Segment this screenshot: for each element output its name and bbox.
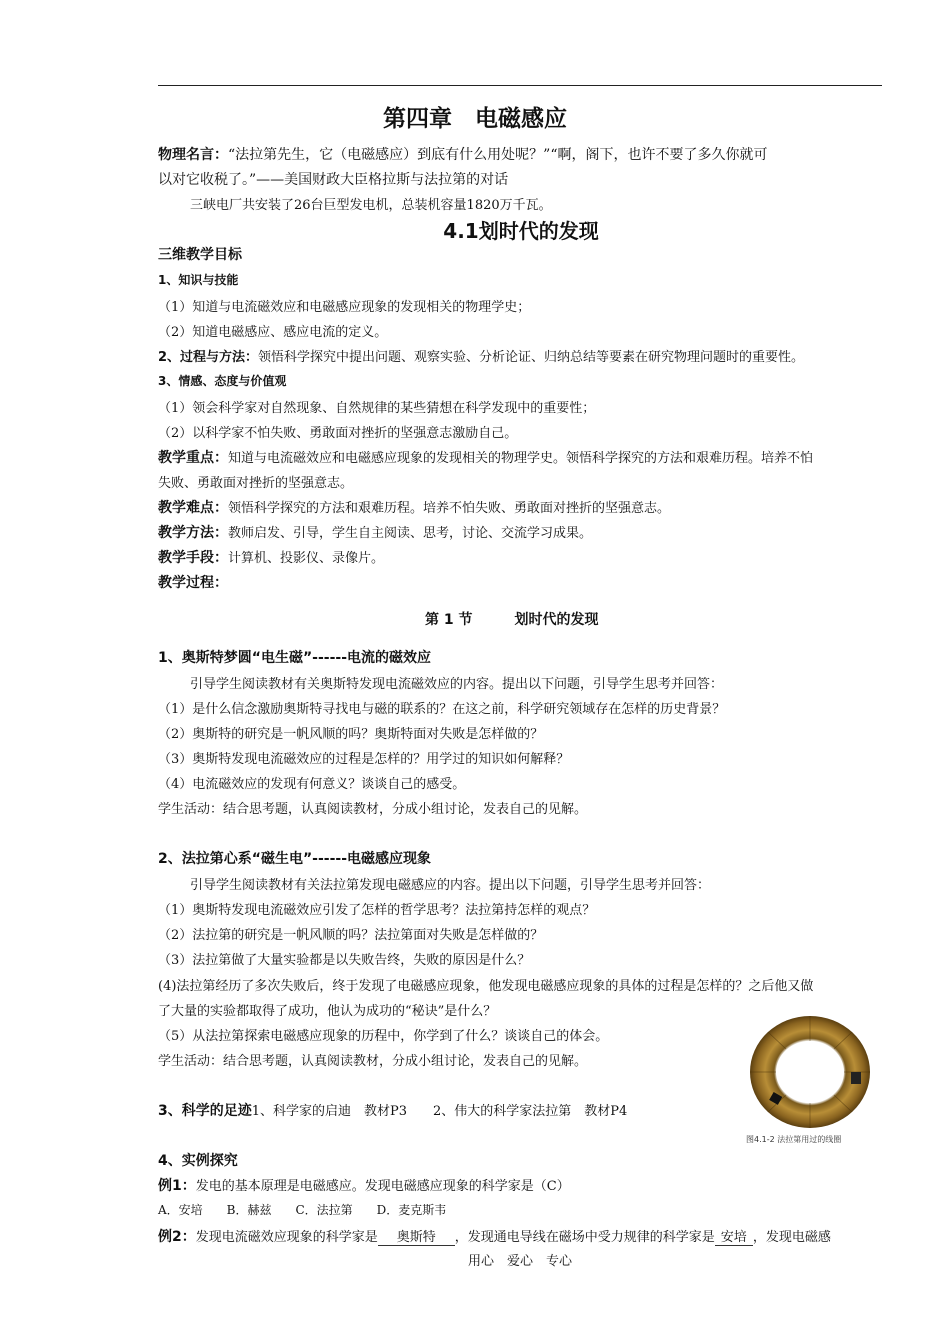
header-rule: [158, 85, 882, 86]
lesson-title: 4.1划时代的发现: [443, 219, 599, 243]
part2-question-4a: (4)法拉第经历了多次失败后，终于发现了电磁感应现象，他发现电磁感应现象的具体的过程是怎样的？之后他又做: [158, 979, 814, 994]
part1-question-3: （3）奥斯特发现电流磁效应的过程是怎样的？用学过的知识如何解释？: [158, 752, 570, 767]
answer-blank-1: 奥斯特: [378, 1226, 455, 1246]
part2-question-5: （5）从法拉第探索电磁感应现象的历程中，你学到了什么？谈谈自己的体会。: [158, 1029, 609, 1044]
example-2: 例2：发现电流磁效应现象的科学家是 奥斯特 ，发现通电导线在磁场中受力规律的科学家是 安培 ，发现电磁感: [158, 1226, 831, 1246]
quote-line-2: 以对它收税了。”——美国财政大臣格拉斯与法拉第的对话: [158, 172, 509, 188]
quote-line-1: 物理名言：“法拉第先生，它（电磁感应）到底有什么用处呢？”“啊，阁下，也许不要了多久你就可: [158, 147, 768, 163]
part1-intro: 引导学生阅读教材有关奥斯特发现电流磁效应的内容。提出以下问题，引导学生思考并回答：: [190, 677, 724, 692]
focus-line-2: 失败、勇敢面对挫折的坚强意志。: [158, 476, 354, 491]
part3-line: 3、科学的足迹1、科学家的启迪 教材P3 2、伟大的科学家法拉第 教材P4: [158, 1103, 628, 1119]
chapter-title: 第四章 电磁感应: [383, 106, 567, 132]
knowledge-item-1: （1）知道与电流磁效应和电磁感应现象的发现相关的物理学史；: [158, 300, 531, 315]
process-objective: 2、过程与方法：领悟科学探究中提出问题、观察实验、分析论证、归纳总结等要素在研究物理问题时的重要性。: [158, 350, 805, 365]
difficulty: 教学难点：领悟科学探究的方法和艰难历程。培养不怕失败、勇敢面对挫折的坚强意志。: [158, 500, 671, 516]
emotion-item-1: （1）领会科学家对自然现象、自然规律的某些猜想在科学发现中的重要性；: [158, 401, 596, 416]
part1-question-2: （2）奥斯特的研究是一帆风顺的吗？奥斯特面对失败是怎样做的？: [158, 727, 544, 742]
emotion-heading: 3、情感、态度与价值观: [158, 374, 287, 388]
part2-question-1: （1）奥斯特发现电流磁效应引发了怎样的哲学思考？法拉第持怎样的观点？: [158, 903, 596, 918]
part1-question-1: （1）是什么信念激励奥斯特寻找电与磁的联系的？在这之前，科学研究领域存在怎样的历史背景？: [158, 702, 726, 717]
process-heading: 教学过程：: [158, 575, 228, 591]
part2-activity: 学生活动：结合思考题，认真阅读教材，分成小组讨论，发表自己的见解。: [158, 1054, 588, 1069]
part1-heading: 1、奥斯特梦圆“电生磁”------电流的磁效应: [158, 650, 432, 666]
part2-question-2: （2）法拉第的研究是一帆风顺的吗？法拉第面对失败是怎样做的？: [158, 928, 544, 943]
objectives-heading: 三维教学目标: [158, 247, 242, 263]
section-title: 第 1 节 划时代的发现: [425, 612, 599, 628]
figure-caption: 图4.1-2 法拉第用过的线圈: [746, 1135, 842, 1144]
emotion-item-2: （2）以科学家不怕失败、勇敢面对挫折的坚强意志激励自己。: [158, 426, 518, 441]
example-1-options: A．安培 B．赫兹 C．法拉第 D．麦克斯韦: [158, 1203, 447, 1217]
part2-heading: 2、法拉第心系“磁生电”------电磁感应现象: [158, 851, 432, 867]
part1-activity: 学生活动：结合思考题，认真阅读教材，分成小组讨论，发表自己的见解。: [158, 802, 588, 817]
quote-label: 物理名言：: [158, 147, 228, 163]
tools: 教学手段：计算机、投影仪、录像片。: [158, 550, 385, 566]
knowledge-heading: 1、知识与技能: [158, 273, 239, 287]
footer: 用心 爱心 专心: [467, 1254, 572, 1269]
plant-note: 三峡电厂共安装了26台巨型发电机，总装机容量1820万千瓦。: [190, 198, 552, 213]
knowledge-item-2: （2）知道电磁感应、感应电流的定义。: [158, 325, 388, 340]
coil-photo: [745, 1010, 875, 1145]
part2-intro: 引导学生阅读教材有关法拉第发现电磁感应的内容。提出以下问题，引导学生思考并回答：: [190, 878, 711, 893]
method: 教学方法：教师启发、引导，学生自主阅读、思考，讨论、交流学习成果。: [158, 525, 593, 541]
focus-line-1: 教学重点：知道与电流磁效应和电磁感应现象的发现相关的物理学史。领悟科学探究的方法和艰难历程。培养不怕: [158, 450, 814, 466]
answer-blank-2: 安培: [715, 1226, 753, 1246]
part2-question-4b: 了大量的实验都取得了成功，他认为成功的“秘诀”是什么？: [158, 1004, 497, 1019]
part4-heading: 4、实例探究: [158, 1153, 238, 1169]
part1-question-4: （4）电流磁效应的发现有何意义？谈谈自己的感受。: [158, 777, 466, 792]
part2-question-3: （3）法拉第做了大量实验都是以失败告终，失败的原因是什么？: [158, 953, 531, 968]
example-1: 例1：发电的基本原理是电磁感应。发现电磁感应现象的科学家是（C）: [158, 1178, 570, 1194]
